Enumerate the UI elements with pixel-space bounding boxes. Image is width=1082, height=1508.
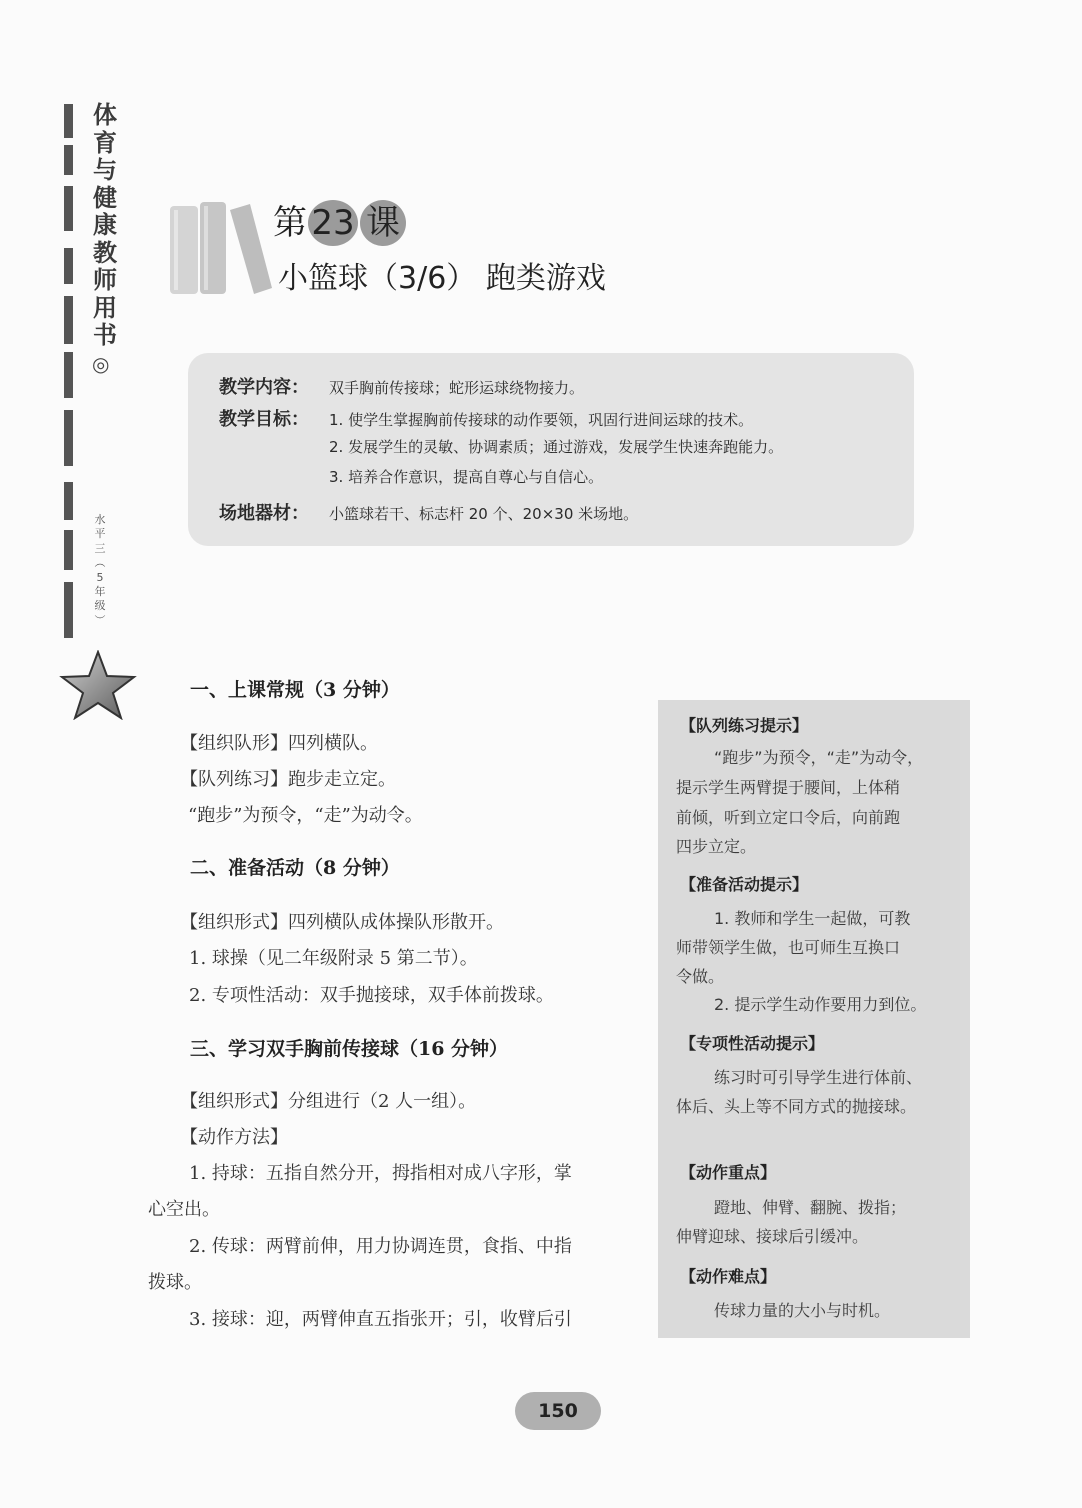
tip-formation-line-3: 前倾，听到立定口令后，向前跑 <box>676 808 901 827</box>
teaching-goal-2: 2. 发展学生的灵敏、协调素质；通过游戏，发展学生快速奔跑能力。 <box>329 438 784 456</box>
tip-difficulty-title: 【动作难点】 <box>680 1267 777 1286</box>
sec2-line-1: 【组织形式】四列横队成体操队形散开。 <box>180 912 504 933</box>
lesson-number-badge <box>308 200 358 246</box>
tip-formation-line-1: “跑步”为预令，“走”为动令， <box>714 748 924 767</box>
sec3-catch-line-1: 3. 接球：迎，两臂伸直五指张开；引，收臂后引 <box>189 1309 572 1330</box>
sec3-pass-line-2: 拨球。 <box>148 1272 202 1293</box>
sec3-method-heading: 【动作方法】 <box>180 1127 288 1148</box>
lesson-suffix: 课 <box>366 203 400 243</box>
tip-formation-line-4: 四步立定。 <box>676 837 757 856</box>
teaching-goal-1: 1. 使学生掌握胸前传接球的动作要领，巩固行进间运球的技术。 <box>329 411 754 429</box>
book-title-vertical: 体 育 与 健 康 教 师 用 书 <box>93 101 117 349</box>
tips-sidebar <box>658 700 970 1338</box>
star-icon <box>58 650 138 720</box>
lesson-subtitle: 小篮球（3/6） 跑类游戏 <box>278 261 606 296</box>
section-1-title: 一、上课常规（3 分钟） <box>190 679 400 701</box>
sec3-organization: 【组织形式】分组进行（2 人一组）。 <box>180 1091 477 1112</box>
teaching-content-text: 双手胸前传接球；蛇形运球绕物接力。 <box>329 379 585 397</box>
tip-keypoint-title: 【动作重点】 <box>680 1163 777 1182</box>
double-circle-mark: ◎ <box>92 352 110 376</box>
tip-difficulty-line-1: 传球力量的大小与时机。 <box>714 1301 891 1320</box>
tip-warmup-line-1: 1. 教师和学生一起做，可教 <box>714 909 911 928</box>
equipment-text: 小篮球若干、标志杆 20 个、20×30 米场地。 <box>329 505 639 523</box>
tip-warmup-title: 【准备活动提示】 <box>680 875 809 894</box>
sec2-line-2: 1. 球操（见二年级附录 5 第二节）。 <box>189 948 478 969</box>
teaching-goal-3: 3. 培养合作意识，提高自尊心与自信心。 <box>329 468 604 486</box>
teaching-content-row <box>219 373 584 399</box>
teaching-content-label: 教学内容： <box>219 377 309 398</box>
equipment-label: 场地器材： <box>219 503 309 524</box>
tip-warmup-line-2: 师带领学生做，也可师生互换口 <box>676 938 901 957</box>
sec3-hold-line-2: 心空出。 <box>148 1199 220 1220</box>
equipment-row <box>219 499 638 525</box>
grade-level-vertical: 水 平 三 ︵ 5 年 级 ︶ <box>94 513 106 627</box>
section-3-title: 三、学习双手胸前传接球（16 分钟） <box>190 1038 509 1060</box>
lesson-heading <box>273 200 407 246</box>
tip-formation-title: 【队列练习提示】 <box>680 716 809 735</box>
tip-special-title: 【专项性活动提示】 <box>680 1034 825 1053</box>
teaching-goals-row <box>219 405 753 431</box>
sec1-line-2: 【队列练习】跑步走立定。 <box>180 769 396 790</box>
teaching-goals-label: 教学目标： <box>219 409 309 430</box>
tip-keypoint-line-1: 蹬地、伸臂、翻腕、拨指； <box>714 1198 907 1217</box>
lesson-suffix-badge <box>360 200 406 246</box>
tip-special-line-1: 练习时可引导学生进行体前、 <box>714 1068 923 1087</box>
objectives-box <box>188 353 914 546</box>
tip-keypoint-line-2: 伸臂迎球、接球后引缓冲。 <box>676 1227 869 1246</box>
page-number: 150 <box>515 1392 601 1430</box>
lesson-prefix: 第 <box>273 203 307 243</box>
lesson-number: 23 <box>311 203 355 243</box>
sec1-line-1: 【组织队形】四列横队。 <box>180 733 378 754</box>
tip-warmup-line-4: 2. 提示学生动作要用力到位。 <box>714 995 927 1014</box>
tip-special-line-2: 体后、头上等不同方式的抛接球。 <box>676 1097 917 1116</box>
tip-warmup-line-3: 令做。 <box>676 967 725 986</box>
sec1-line-3: “跑步”为预令，“走”为动令。 <box>188 805 423 826</box>
sec3-pass-line-1: 2. 传球：两臂前伸，用力协调连贯，食指、中指 <box>189 1236 572 1257</box>
sec3-hold-line-1: 1. 持球：五指自然分开，拇指相对成八字形，掌 <box>189 1163 572 1184</box>
tip-formation-line-2: 提示学生两臂提于腰间，上体稍 <box>676 778 901 797</box>
section-2-title: 二、准备活动（8 分钟） <box>190 857 400 879</box>
sec2-line-3: 2. 专项性活动：双手抛接球，双手体前拨球。 <box>189 985 554 1006</box>
books-icon <box>164 196 274 296</box>
